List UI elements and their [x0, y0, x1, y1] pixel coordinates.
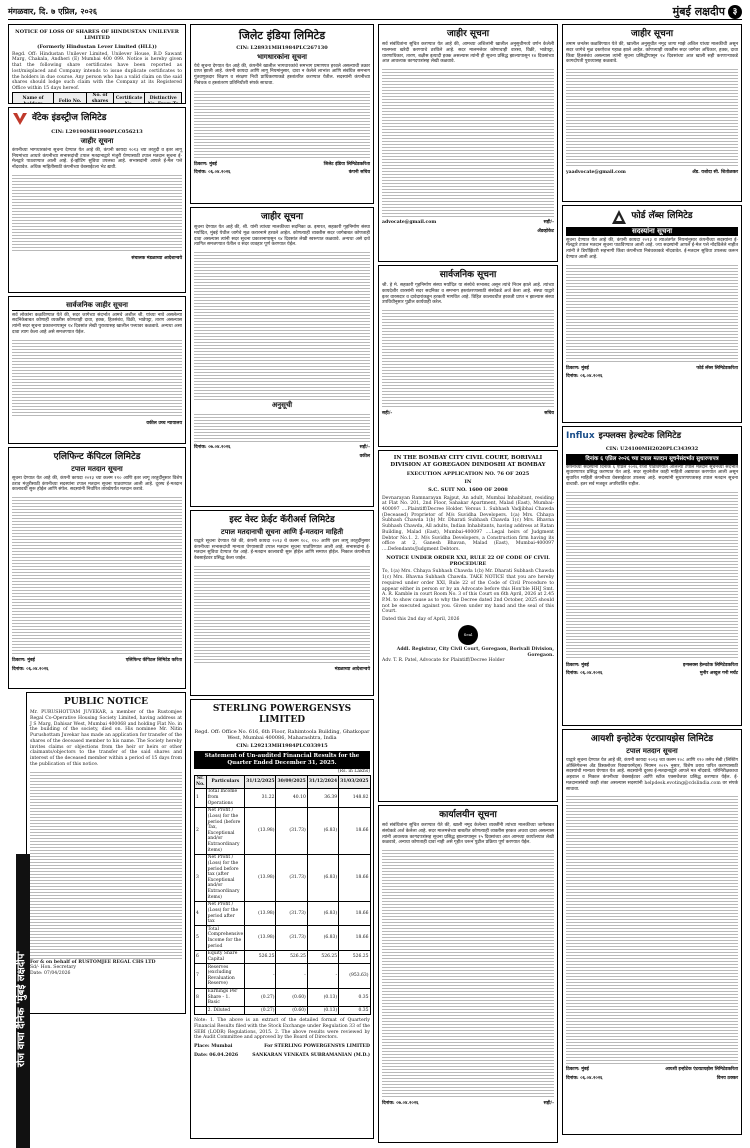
notice-body: Regd. Off: Hindustan Unilever Limited, Unilever House, B.D Sawant Marg, Chakala, Andheri (E) Mumbai 400 099. Notice is hereby given that the following share certificates have been reported as lost/misplaced and Company intends to issue duplicate certificates to the holders in due course. Any person who has a valid claim on the said shares should lodge such claim with the Company at its Registered Office within 15 days hereof.	[12, 51, 182, 92]
vatech-logo-icon	[12, 111, 28, 127]
notice-place: ठिकाण: मुंबई	[12, 658, 35, 664]
registrar-signature: Addl. Registrar, City Civil Court, Goregaon, Borivali Division, Goregaon.	[396, 646, 554, 658]
notice-heading: जाहीर सूचना	[446, 29, 490, 39]
date-block	[566, 374, 738, 380]
notice-heading: PUBLIC NOTICE	[63, 697, 149, 707]
table-header: Folio No.	[54, 92, 87, 104]
table-cell: 2	[195, 807, 207, 854]
table-cell: 7	[195, 964, 207, 989]
notice-text-continued	[12, 495, 182, 655]
column-2	[190, 24, 374, 1142]
table-cell: (13.98)	[245, 901, 276, 926]
column-3	[378, 24, 558, 1146]
table-cell: (0.13)	[307, 1007, 338, 1015]
notice-body: सर्व संबंधितांना सूचित करण्यात येते की, खाली नमूद केलेल्या व्यक्तींनी त्यांच्या मालकीच्या जागेबाबत संस्थेकडे अर्ज केलेला आहे. सदर मालमत्तेच्या बाबतीत कोणत्याही व्यक्तीस हरकत अथवा दावा असल्यास त्यांनी आवश्यक कागदपत्रांसह सूचना प्रसिद्ध झाल्यापासून १५ दिवसांच्या आत आमच्या कार्यालयात लेखी कळवावे, अन्यथा कोणताही दावा नाही असे गृहीत धरून पुढील प्रक्रिया पूर्ण करण्यात येईल.	[382, 823, 554, 846]
application-number: EXECUTION APPLICATION NO. 76 OF 2025	[406, 470, 530, 477]
signatory: सही/-	[359, 444, 370, 450]
masthead-name	[673, 5, 742, 19]
corrigendum-heading: दिनांक ६ एप्रिल २०२६ च्या टपाल मतदान सूचनेसंदर्भात सुधारणापत्र	[566, 454, 738, 465]
table-cell: Net Profit / (Loss) for the period before tax (after Exceptional and/or Extraordinary items)	[206, 854, 245, 901]
notice-text-continued	[566, 794, 738, 1064]
notice-heading: भागधारकांना सूचना	[257, 52, 307, 61]
results-notes: Note: 1. The above is an extract of the detailed format of Quarterly Financial Results filed with the Stock Exchange under Regulation 33 of the SEBI (LODR) Regulations, 2015. 2. The above results were reviewed by the Audit Committee and approved by the Board of Directors.	[194, 1018, 370, 1041]
notice-body: सूचना देण्यात येत आहे की, कंपनी कायदा २०१३ च्या कलम ११० आणि इतर लागू तरतुदींनुसार विशेष ठराव मंजुरीसाठी कंपनीच्या सदस्यांना टपाल मतदान सूचना पाठवण्यात आली आहे. दूरस्थ ई-मतदान कालावधी सुरू होईल आणि संपेल. सदस्यांनी निर्धारित तारखेपर्यंत मतदान करावे.	[12, 476, 182, 493]
sterling-results	[190, 699, 374, 1139]
table-row	[195, 926, 371, 951]
company-name: फोर्ड लॅब्स लिमिटेड	[631, 210, 693, 221]
influx-logo-icon: Influx	[566, 431, 595, 442]
table-cell: (13.98)	[245, 926, 276, 951]
notice-text-continued	[194, 89, 370, 159]
notice-body: श्री. हे मे. सहकारी गृहनिर्माण संस्था मर्यादित या संस्थेचे सभासद असून त्यांचे निधन झाले आहे. त्यांच्या कायदेशीर वारसांनी सदर सदनिका व समभाग हस्तांतरणासाठी संस्थेकडे अर्ज केला आहे. संस्था याद्वारे इतर वारसदार व दावेदारांकडून हरकती मागवित आहे. विहित कालावधीत हरकती प्राप्त न झाल्यास संस्था उपविधीनुसार पुढील कार्यवाही करेल.	[382, 283, 554, 306]
public-notice-2	[190, 207, 374, 507]
table-header: 31/12/2025	[245, 775, 276, 788]
table-cell: Reserves (excluding Revaluation Reserve)	[206, 964, 245, 989]
court-heading: IN THE BOMBAY CITY CIVIL COURT, BORIVALI DIVISION AT GOREGAON DINDOSHI AT BOMBAY	[390, 455, 546, 468]
signatory: संचालक मंडळाच्या आदेशान्वये	[131, 255, 182, 261]
signatory-name: मुनीर अब्दुल गनी मर्चंट	[699, 671, 738, 677]
signatory: सही/-	[543, 220, 554, 226]
signatory-title: कंपनी सचिव	[348, 170, 370, 176]
table-cell: 0.35	[339, 1007, 370, 1015]
public-notice-3	[378, 24, 558, 262]
table-cell: 526.25	[276, 950, 307, 963]
results-heading: Statement of Un-audited Financial Results for the Quarter Ended December 31, 2025.	[194, 751, 370, 769]
signatory-name: विनय ठक्कर	[716, 1076, 738, 1082]
advocate: Adv. T. R. Patel, Advocate for Plaintiff/Decree Holder	[382, 658, 505, 664]
notice-body: सर्व लोकांना कळविण्यात येते की, सदर जागेच्या संदर्भात आमचे अशील श्री. यांच्या नावे असलेल्या सदनिकेबाबत कोणाही व्यक्तीस कोणताही दावा, हक्क, हितसंबंध, विक्री, भाडेपट्टा, तारण असल्यास त्यांनी सदर सूचना प्रकाशनापासून १४ दिवसांत लेखी पुराव्यासह खालील पत्त्यावर कळवावे. अन्यथा असा दावा त्याग केला आहे असे समजण्यात येईल.	[12, 312, 182, 335]
signatory-title: वकील	[359, 453, 370, 459]
table-cell: 1	[195, 788, 207, 807]
table-header: 31/12/2024	[307, 775, 338, 788]
gillette-notice	[190, 24, 374, 204]
table-cell: -	[276, 964, 307, 989]
public-notice-english	[26, 692, 186, 1014]
table-cell: 5	[195, 926, 207, 951]
signatory: फोर्ड लॅब्स लिमिटेडकरिता	[696, 365, 738, 371]
company-name: STERLING POWERGENSYS LIMITED	[212, 704, 352, 726]
table-cell: 6	[195, 950, 207, 963]
notice-text-continued	[30, 770, 182, 960]
notice-body: सर्व संबंधितांना सूचित करण्यात येत आहे की, आमच्या अशिलांनी खालील अनुसूचीमध्ये वर्णन केलेली मालमत्ता खरेदी करण्याचे ठरविले आहे. सदर मालमत्तेवर कोणाचाही वारसा, विक्री, भाडेपट्टा, धारणाधिकार, तारण, बक्षीस इत्यादी हक्क असल्यास त्यांनी ही सूचना प्रसिद्ध झाल्यापासून १४ दिवसांच्या आत आवश्यक कागदपत्रांसह लेखी कळवावे.	[382, 42, 554, 65]
table-cell: -	[307, 964, 338, 989]
public-notice-4	[378, 265, 558, 447]
notice-heading: टपाल मतदानाची सूचना आणि ई-मतदान माहिती	[220, 527, 344, 537]
table-cell: 40.10	[276, 788, 307, 807]
table-header: 30/09/2025	[276, 775, 307, 788]
notice-body: To, 1(a) Mrs. Chhaya Subhash Chawda 1(b) Mr. Dharati Subhash Chawda 1(c) Mrs. Bhavna Subhash Chawda. TAKE NOTICE that you are hereby required under order XXI, Rule 22 of the Code of Civil Procedure to appear either in person or by an Advocate before this Hon'ble HHJ Smt. A. R. Kamble in court Room No. 3 of this Court on 6th April, 2026 at 2.45 P.M. to show cause as to why the Decree dated 2nd October, 2025 should not be executed against you. Given under my hand and the seal of this Court.	[382, 569, 554, 615]
masthead-date: मंगळवार, दि. ७ एप्रिल, २०२६	[8, 6, 98, 16]
notice-body: सूचना देण्यात येत आहे की, श्री. यांनी त्यांच्या मालकीच्या सदनिका क्र. इमारत, सहकारी गृहनिर्माण संस्था मर्यादित, मुंबई येथील जागेचे मूळ करारनामे हरवले आहेत. कोणत्याही व्यक्तीस सदर जागेबाबत कोणताही दावा असल्यास त्यांनी सदर सूचना प्रकाशनापासून १४ दिवसांत लेखी स्वरूपात कळवावे. अन्यथा असे दावे त्यागित समजण्यात येतील व सदर व्यवहार पूर्ण करण्यात येईल.	[194, 225, 370, 248]
table-row	[195, 964, 371, 989]
table-cell: Net Profit / (Loss) for the period after tax	[206, 901, 245, 926]
signature-block	[12, 256, 182, 262]
table-cell: 148.82	[339, 788, 370, 807]
public-notice-5	[562, 24, 742, 202]
notice-text-continued	[566, 263, 738, 363]
notice-text-continued	[194, 250, 370, 400]
table-cell: Net Profit / (Loss) for the period (before Tax, Exceptional and/or Extraordinary items)	[206, 807, 245, 854]
notice-text-continued	[382, 67, 554, 217]
table-header: Distinctive	[145, 92, 182, 104]
schedule-text	[194, 412, 370, 442]
date-block	[566, 1076, 738, 1082]
east-west-notice	[190, 510, 374, 696]
notice-heading: सार्वजनिक सूचना	[439, 270, 497, 280]
table-cell: 3	[195, 854, 207, 901]
signature-block	[382, 411, 554, 417]
in-label: IN	[464, 479, 472, 485]
table-row	[195, 807, 371, 854]
notice-heading: सार्वजनिक जाहीर सूचना	[12, 301, 182, 311]
notice-date: Date: 07/04/2026	[30, 971, 71, 977]
advocate-email: advocate@gmail.com	[382, 220, 437, 226]
table-cell: (31.73)	[276, 901, 307, 926]
table-cell: (6.83)	[307, 854, 338, 901]
table-row	[195, 988, 371, 1007]
table-cell: -	[245, 964, 276, 989]
signatory: सही/-	[382, 411, 393, 417]
results-table	[194, 775, 371, 1015]
signature-block	[566, 1067, 738, 1073]
table-cell: (31.73)	[276, 807, 307, 854]
court-notice	[378, 450, 558, 802]
results-body	[195, 788, 371, 1014]
company-cin: CIN: L29190MH1990PLC056213	[51, 129, 143, 135]
vertical-slogan: रोज वाचा दैनिक 'मुंबई लक्षदीप'	[16, 854, 30, 1148]
table-cell: 4	[195, 901, 207, 926]
notice-date: दिनांक: ०६.०४.२०२६	[194, 170, 231, 176]
table-cell: 0.35	[339, 988, 370, 1007]
column-4	[562, 24, 742, 1138]
table-cell: (13.98)	[245, 854, 276, 901]
table-cell: (6.83)	[307, 926, 338, 951]
table-cell: (6.83)	[307, 901, 338, 926]
notice-body: याद्वारे सूचना देण्यात येत आहे की, कंपनी कायदा २०१३ च्या कलम १०८ आणि ११० तसेच सेबी (लिस्टिंग ऑब्लिगेशन्स अँड डिस्क्लोजर रिक्वायरमेंट्स) नियमन २०१५ नुसार, विशेष ठराव पारित करण्यासाठी सदस्यांची मान्यता घेण्यात येत आहे. सदस्यांनी दूरस्थ ई-मतदानाद्वारे आपले मत नोंदवावे. परिनिरीक्षकाचा अहवाल व निकाल कंपनीच्या वेबसाईटवर आणि स्टॉक एक्सचेंजवर प्रसिद्ध करण्यात येईल. ई-मतदानासंबंधी काही शंका असल्यास सदस्यांनी helpdesk.evoting@cdslindia.com वर संपर्क साधावा.	[566, 758, 738, 792]
table-row	[195, 854, 371, 901]
page-number: ३	[728, 5, 742, 19]
parties-text: Devnarayan Ramnarayan Rajput, An adult, Mumbai Inhabitant, residing at Flat No. 201, 2nd Floor, Sahakar Apartment, Malad (East), Mumbai-400097 ....Plaintiff/Decree Holder. Versus 1. Subhash Vadjibhai Chawda (Deceased) Proprietor of M/s Suvidha Developers. 1(a) Mrs. Chhaya Subhash Chawda 1(b) Mr. Dharati Subhash Chawda 1(c) Mrs. Bhavna Subhash Chawda, All adults, Indian Inhabitants, having address at Ratan Building, Malad (East), Mumbai-400097 ....Legal heirs of Judgment Debtor No.1. 2. M/s Suvidha Developers, a Construction firm having its office at 2, Ganesh Bhavan, Malad (East), Mumbai-400097 ....Defendants/Judgment Debtors.	[382, 495, 554, 553]
company-name: जिलेट इंडिया लिमिटेड	[238, 29, 326, 42]
signature-title-block	[382, 229, 554, 235]
notice-place: ठिकाण: मुंबई	[566, 662, 589, 668]
public-notice-marathi	[8, 296, 186, 444]
table-cell: 18.66	[339, 901, 370, 926]
table-cell: 31.22	[245, 788, 276, 807]
signature-block	[194, 162, 370, 168]
table-cell: Total Comprehensive Income for the period	[207, 926, 244, 949]
notice-text-continued	[382, 848, 554, 1098]
table-row	[195, 950, 371, 963]
notice-body: येथे सूचना देण्यात येत आहे की, कंपनीने खालील भागधारकांचे समभाग प्रमाणपत्र हरवले असल्याची तक्रार प्राप्त झाली आहे. कंपनी कायदा आणि लागू नियमांनुसार, दावा न केलेले लाभांश आणि संबंधित समभाग गुंतवणूकदार शिक्षण व संरक्षण निधी प्राधिकरणाकडे हस्तांतरित करण्यात येतील. सदस्यांनी कंपनीच्या निबंधक व हस्तांतरण प्रतिनिधीशी संपर्क साधावा.	[194, 63, 370, 86]
notice-body: याद्वारे सूचना देण्यात येते की, कंपनी कायदा २०१३ चे कलम १०८, ११० आणि इतर लागू तरतुदींनुसार कंपनीच्या सभासदांची मान्यता घेण्यासाठी टपाल मतदान सूचना पाठविण्यात आली आहे. सभासदांना ई-मतदान सुविधा देण्यात येत आहे. ई-मतदान कालावधी सुरू होईल आणि समाप्त होईल. निकाल कंपनीच्या वेबसाईटवर प्रसिद्ध केला जाईल.	[194, 539, 370, 562]
company-name: इस्ट वेस्ट फ्रेईट कॅरीअर्स लिमिटेड	[229, 515, 335, 525]
notice-date: दिनांक: ०६.०४.२०२६	[12, 666, 49, 672]
loss-of-shares-notice	[8, 24, 186, 104]
table-cell: 36.39	[307, 788, 338, 807]
signature-block	[194, 667, 370, 673]
table-cell: (31.73)	[276, 926, 307, 951]
signature-block	[566, 170, 738, 176]
signature-block	[12, 658, 182, 664]
signature-title-block	[194, 454, 370, 460]
notice-body: सूचना देण्यात येत आहे की, कंपनी कायदा २०१३ व त्याअंतर्गत नियमांनुसार कंपनीच्या सदस्यांना ई-मेलद्वारे टपाल मतदान सूचना पाठविण्यात आली आहे. ज्या सदस्यांनी आपले ई-मेल पत्ते नोंदविलेले नाहीत त्यांनी ते डिपॉझिटरी सहभागी किंवा कंपनीच्या निबंधकाकडे नोंदवावेत. ई-मतदान सुविधा उपलब्ध करून देण्यात आली आहे.	[566, 237, 738, 260]
company-cin: CIN: L29213MH1984PLC033915	[236, 743, 328, 749]
date-block	[194, 1053, 370, 1059]
company-cin: CIN: U24100MH2020PLC343932	[605, 445, 699, 452]
notice-text-continued	[382, 308, 554, 408]
table-cell: 18.66	[339, 807, 370, 854]
company-cin: CIN: L28931MH1984PLC267130	[236, 44, 328, 51]
signature-block	[12, 421, 182, 427]
results-unit: (Rs. in Lakhs)	[337, 769, 370, 774]
suit-number: S.C. SUIT NO. 1600 OF 2008	[428, 487, 508, 494]
notice-body: कंपनीच्या भागधारकांना सूचना देण्यात येत आहे की, कंपनी कायदा २०१३ च्या तरतुदी व इतर लागू नियमांच्या आधारे कंपनीच्या सभासदांची टपाल मतदानाद्वारे मंजुरी घेण्यासाठी टपाल मतदान सूचना ई-मेलद्वारे पाठवण्यात आली आहे. ई-व्होटिंग सुविधा उपलब्ध आहे. सभासदांनी आपले ई-मेल पत्ते नोंदवावेत. अधिक माहितीसाठी कंपनीच्या वेबसाईटला भेट द्यावी.	[12, 148, 182, 171]
notice-place: ठिकाण: मुंबई	[566, 365, 589, 371]
date-block	[12, 667, 182, 673]
signature-block	[194, 445, 370, 451]
company-header	[566, 430, 738, 444]
schedule-heading: अनुसूची	[271, 400, 293, 410]
notice-text-continued	[194, 564, 370, 664]
notice-heading: टपाल मतदान सूचना	[71, 464, 123, 474]
masthead	[8, 4, 742, 20]
notice-date: दिनांक: ०६.०४.२०२६	[566, 374, 603, 380]
notice-place: ठिकाण: मुंबई	[194, 161, 217, 167]
company-header	[12, 111, 182, 127]
table-cell: (0.27)	[245, 1007, 276, 1015]
ford-labs-notice	[562, 205, 742, 423]
notice-heading: टपाल मतदान सूचना	[626, 746, 678, 756]
company-name: आयशी इन्होटेक एंटरप्रायझेस लिमिटेड	[590, 734, 714, 744]
table-cell: 8	[195, 988, 207, 1007]
notice-title: NOTICE OF LOSS OF SHARES OF HINDUSTAN UNILEVER LIMITED	[15, 29, 179, 42]
notice-text-continued	[12, 338, 182, 418]
date-block	[566, 671, 738, 677]
company-name: वॅटेक इंडस्ट्रीज लिमिटेड	[32, 112, 107, 123]
table-cell: 2. Diluted	[206, 1007, 245, 1015]
signatory: मंडळाच्या आदेशान्वये	[334, 666, 370, 672]
table-cell: Earnings Per Share - 1. Basic	[206, 988, 245, 1007]
signature-block	[382, 1101, 554, 1107]
signatory: सही/-	[543, 1101, 554, 1107]
notice-heading: कार्यालयीन सूचना	[439, 810, 497, 820]
notice-body: Mr. PURUSHOTTAM JUVEKAR, a member of the Rustomjee Regal Co-Operative Housing Society Limited, having address at J S Marg, Dahisar West, Mumbai 400068 and holding Flat No. in the building of the society, died on. His nominee Mr. Nitin Purushottam Juvekar has made an application for transfer of the shares of the deceased member to his name. The Society hereby invites claims or objections from the heir or heirs or other claimants/objectors to the transfer of the said shares and interest of the deceased member within a period of 15 days from the publication of this notice.	[30, 710, 182, 767]
table-header: Particulars	[206, 775, 245, 788]
advocate-email: yaadvocate@gmail.com	[566, 170, 626, 176]
notice-place: Place: Mumbai	[194, 1044, 233, 1050]
table-cell: Total Income from Operations	[206, 788, 245, 807]
signatory-title: Sd/- Hon. Secretary	[30, 965, 77, 971]
table-cell: 18.66	[339, 926, 370, 951]
elinf-capital-notice	[8, 447, 186, 689]
notice-heading: जाहीर सूचना	[260, 212, 304, 222]
court-seal-icon: Seal	[458, 625, 478, 645]
table-row	[195, 788, 371, 807]
table-cell: Equity Share Capital	[206, 950, 245, 963]
vatech-notice	[8, 107, 186, 293]
table-header: 31/03/2025	[339, 775, 370, 788]
influx-notice	[562, 426, 742, 726]
table-cell: (0.13)	[307, 988, 338, 1007]
signatory: वकील उच्च न्यायालय	[146, 420, 182, 426]
notice-date: दिनांक: ०६.०४.२०२६	[566, 671, 603, 677]
table-cell: (0.60)	[276, 1007, 307, 1015]
company-address: Regd. Off: Office No. 616, 6th Floor, Rahimtoola Building, Ghatkopar West, Mumbai 400086, Maharashtra, India	[194, 728, 370, 741]
table-header: Name of	[13, 92, 54, 104]
notice-date: दिनांक: ०६.०४.२०२६	[566, 1076, 603, 1082]
table-cell: 526.25	[245, 950, 276, 963]
signatory-title: सचिव	[544, 411, 554, 417]
notice-under-order: NOTICE UNDER ORDER XXI, RULE 22 OF CODE OF CIVIL PROCEDURE	[386, 554, 550, 568]
company-name: एलिफिन्ट कॅपिटल लिमिटेड	[53, 452, 141, 462]
notice-text-continued	[566, 490, 738, 660]
notice-place: ठिकाण: मुंबई	[566, 1067, 589, 1073]
table-cell: (0.27)	[245, 988, 276, 1007]
signature-block	[382, 220, 554, 226]
table-cell: 526.25	[339, 950, 370, 963]
company-header	[566, 209, 738, 225]
notice-text-continued	[12, 173, 182, 253]
signatory-name: SANKARAN VENKATA SUBRAMANIAN (M.D.)	[252, 1052, 370, 1058]
office-notice	[378, 805, 558, 1143]
signatory: For STERLING POWERGENSYS LIMITED	[264, 1044, 370, 1050]
table-header: Sr. No.	[196, 776, 205, 787]
company-name: इन्फ्लक्स हेल्थटेक लिमिटेड	[598, 431, 682, 441]
notice-date: Date: 06.04.2026	[194, 1052, 239, 1058]
signatory: जिलेट इंडिया लिमिटेडकरिता	[323, 161, 370, 167]
shares-table	[12, 92, 182, 104]
column-1	[8, 24, 186, 1068]
table-cell: 18.66	[339, 854, 370, 901]
signature-block	[194, 1044, 370, 1050]
notice-body: कंपनीच्या सदस्यांना दिनांक ६ एप्रिल २०२६ रोजी पाठविण्यात आलेल्या टपाल मतदान सूचनेच्या संदर्भात सुधारणापत्र प्रसिद्ध करण्यात येत आहे. सदर सूचनेतील काही माहिती अद्ययावत करण्यात आली असून सुधारित माहिती कंपनीच्या वेबसाईटवर उपलब्ध आहे. सदस्यांनी सुधारणापत्रासह टपाल मतदान सूचना वाचावी. इतर सर्व मजकूर अपरिवर्तित राहील.	[566, 464, 738, 487]
signatory: आयशी इन्होटेक एंटरप्रायझेस लिमिटेडकरिता	[665, 1067, 738, 1073]
table-cell: (6.83)	[307, 807, 338, 854]
table-cell: (953.63)	[339, 964, 370, 989]
signatory: एलिफिन्ट कॅपिटल लिमिटेड करिता	[125, 658, 182, 664]
table-cell	[195, 1007, 207, 1015]
signatory: For & on behalf of RUSTOMJEE REGAL CHS LTD	[30, 959, 156, 965]
date-block	[194, 170, 370, 176]
table-cell: (13.98)	[245, 807, 276, 854]
table-row	[195, 901, 371, 926]
signature-block	[566, 366, 738, 372]
signatory: इन्फ्लक्स हेल्थटेक लिमिटेडकरिता	[683, 662, 738, 668]
masthead-title: मुंबई लक्षदीप	[672, 4, 725, 18]
ford-labs-logo-icon	[611, 209, 627, 225]
signatory: ॲड. यशोदा सी. शितोळकर	[692, 170, 738, 176]
table-header: No. of shares	[87, 92, 114, 104]
table-header: Certificate	[113, 92, 145, 104]
notice-heading: जाहीर सूचना	[80, 136, 114, 146]
notice-date: दिनांक: ०७.०४.२०२६	[194, 444, 231, 450]
signatory-title: ॲडव्होकेट	[537, 228, 554, 234]
table-row	[195, 1007, 371, 1015]
signature-block	[566, 663, 738, 669]
notice-heading: सदस्यांना सूचना	[566, 227, 738, 236]
table-cell: (31.73)	[276, 854, 307, 901]
aayushi-notice	[562, 729, 742, 1135]
notice-heading: जाहीर सूचना	[630, 29, 674, 39]
notice-body: तमाम जनतेस कळविण्यात येते की, खालील अनुसूचीत नमूद जागा माझे अशिल यांच्या मालकीची असून सदर जागेचे मूळ दस्तऐवज गहाळ झाले आहेत. कोणत्याही व्यक्तीस सदर जागेवर अधिकार, हक्क, दावा किंवा हितसंबंध असल्यास त्यांनी सूचना प्रसिद्धीपासून १४ दिवसांच्या आत खाली सही करणाऱ्याकडे कागदोपत्री पुराव्यासह कळवावे.	[566, 42, 738, 65]
notice-date: दिनांक: ०७.०४.२०२६	[382, 1101, 419, 1107]
dated: Dated this 2nd day of April, 2026	[382, 617, 460, 623]
notice-subtitle: (Formerly Hindustan Lever Limited (HLL))	[37, 43, 157, 50]
table-cell: (0.60)	[276, 988, 307, 1007]
notice-text-continued	[566, 67, 738, 167]
table-cell: 526.25	[307, 950, 338, 963]
